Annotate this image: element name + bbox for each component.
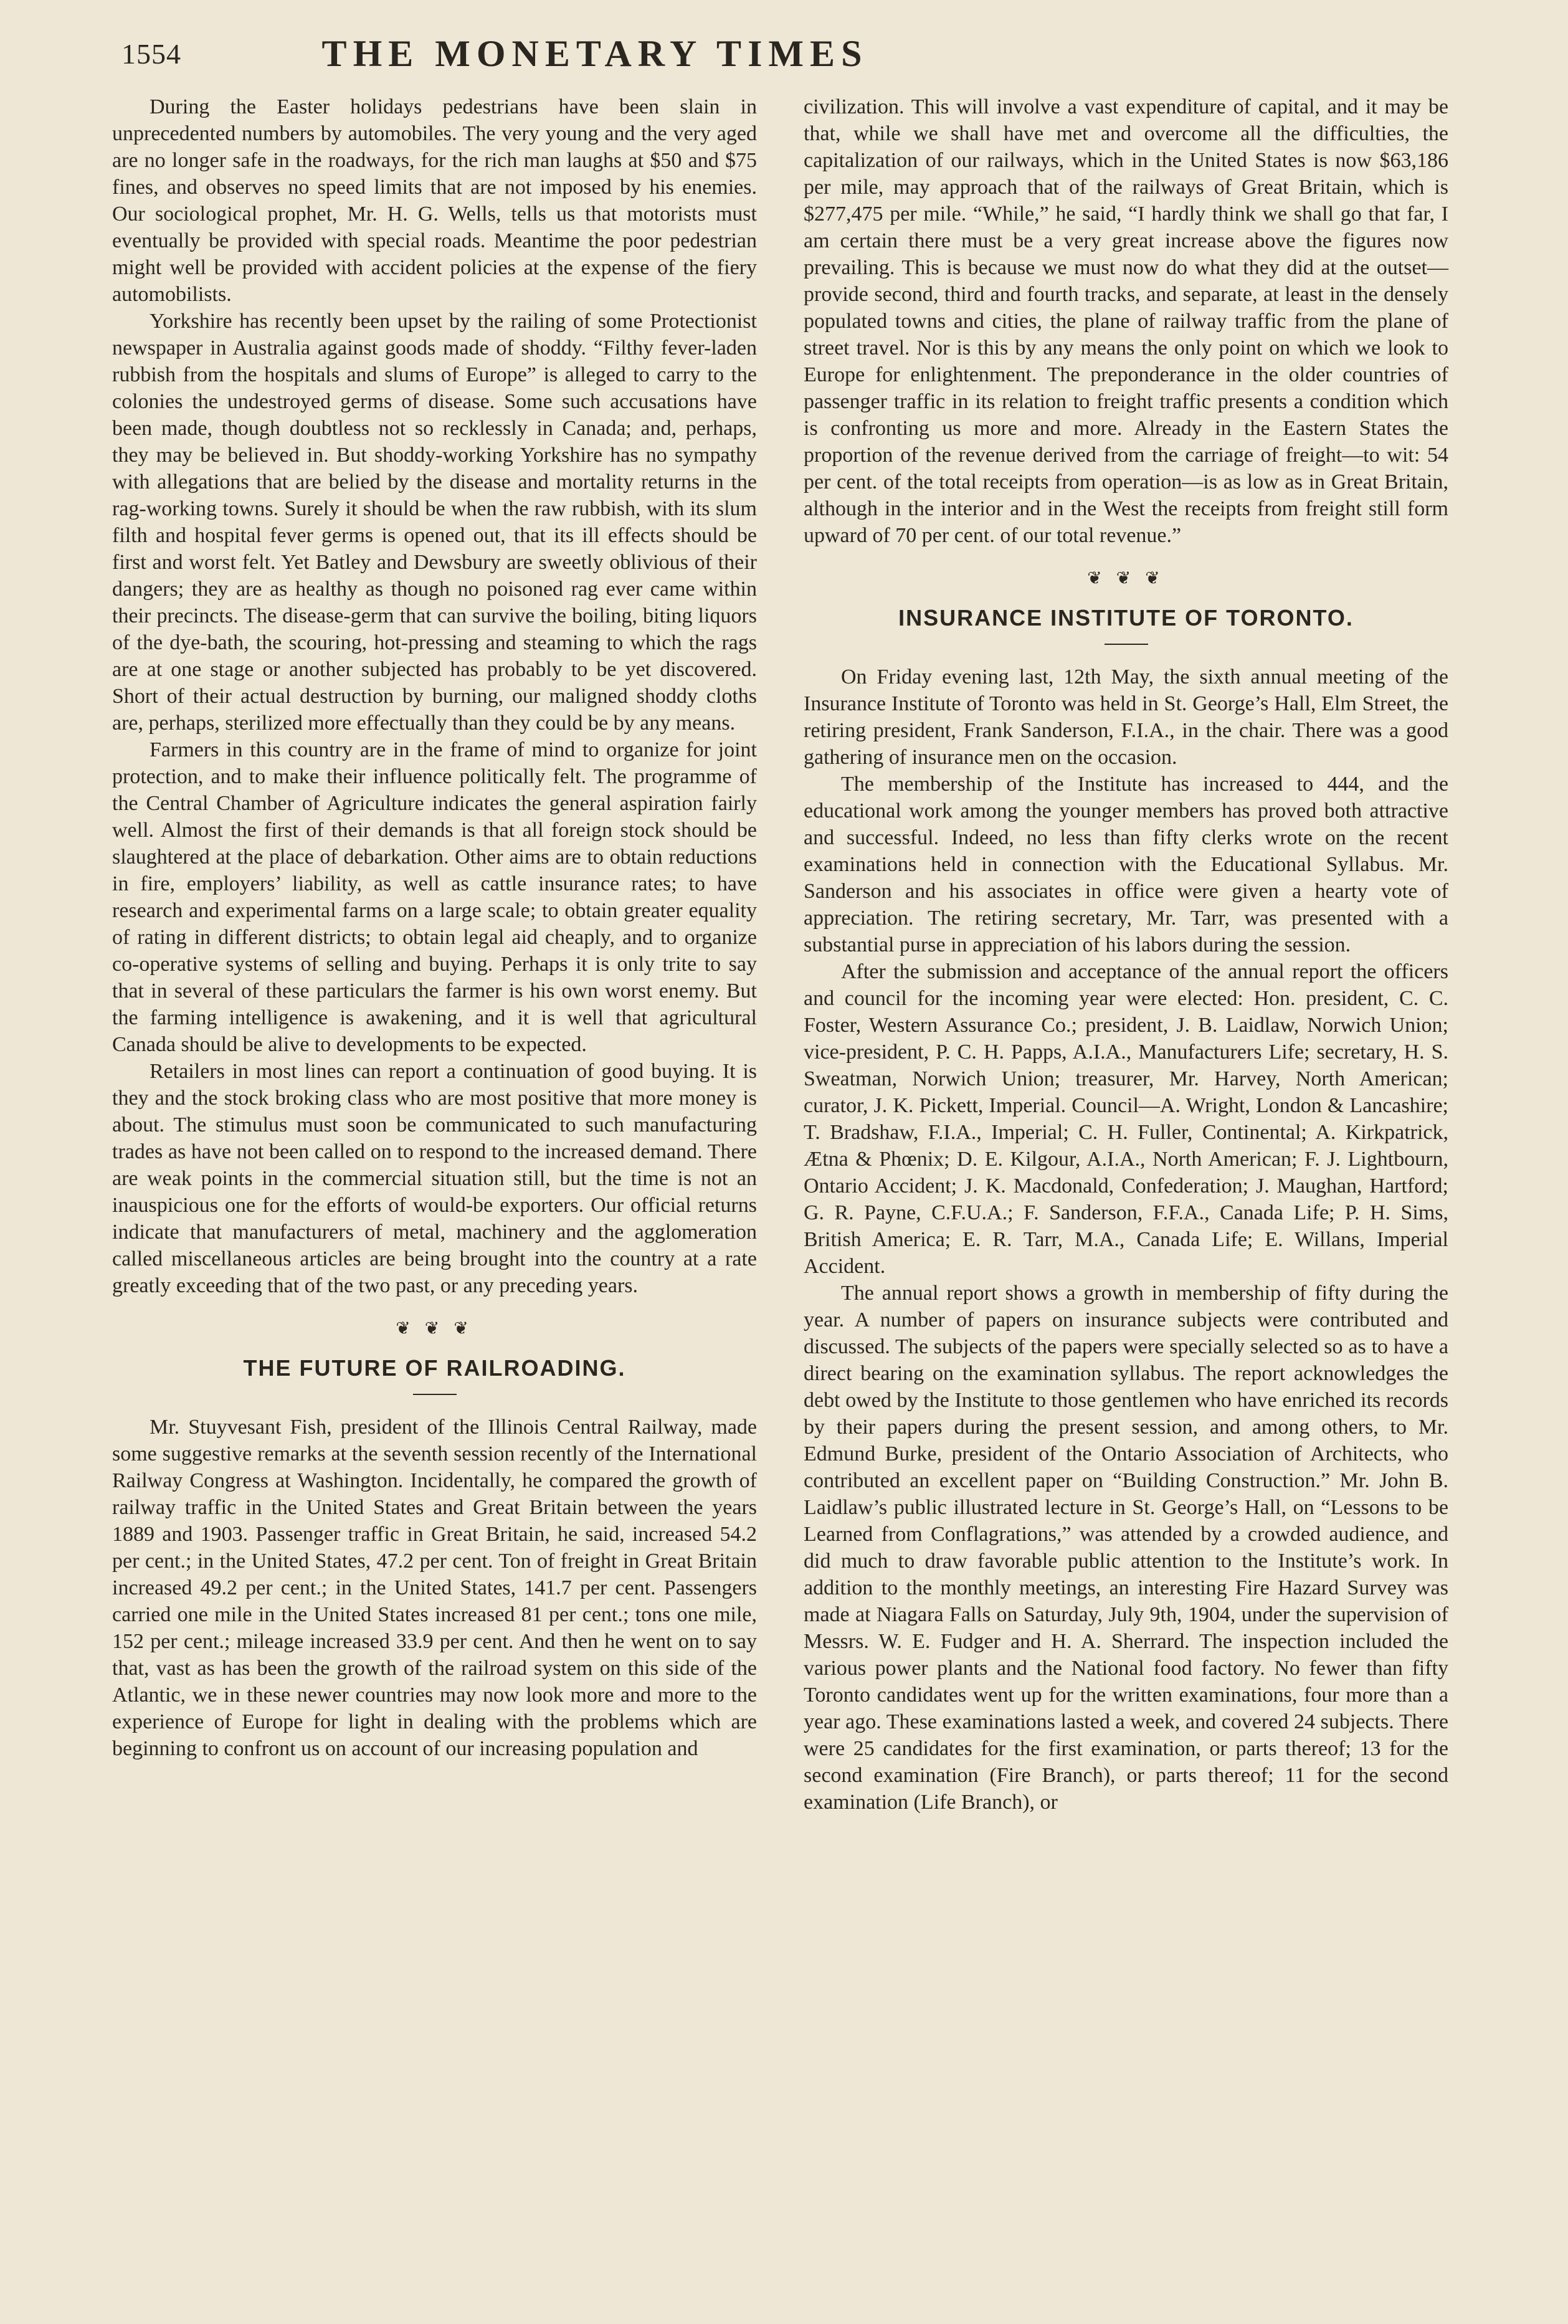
paragraph-shoddy: Yorkshire has recently been upset by the railing of some Protectionist newspaper in Australia against goods made of shoddy. “Filthy fever-laden rubbish from the hospitals and slums of Europe” is alleged to carry to the colonies the undestroyed germs of disease. Some such accusations have been made, though doubtless not so recklessly in Canada; and, perhaps, they may be believed in. But shoddy-working Yorkshire has no sympathy with allegations that are belied by the disease and mortality returns in the rag-working towns. Surely it should be when the raw rubbish, with its slum filth and hospital fever germs is opened out, that its ill effects should be first and worst felt. Yet Batley and Dewsbury are sweetly oblivious of their dangers; they are as healthy as though no poisoned rag ever came within their precincts. The disease-germ that can survive the boiling, biting liquors of the dye-bath, the scouring, hot-pressing and steaming to which the rags are at one stage or another subjected has probably to be yet discovered. Short of their actual destruction by burning, our maligned shoddy cloths are, perhaps, sterilized more effectually than they could be by any means. bbox=[112, 310, 757, 735]
article-heading-insurance: INSURANCE INSTITUTE OF TORONTO. bbox=[898, 605, 1354, 631]
paragraph-annual-meeting: On Friday evening last, 12th May, the sixth annual meeting of the Insurance Institute of Toronto was held in St. George’s Hall, Elm Street, the retiring president, Frank Sanderson, F.I.A., in the chair. There was a good gathering of insurance men on the occasion. bbox=[804, 665, 1448, 769]
heading-rule bbox=[413, 1394, 457, 1395]
right-column bbox=[804, 93, 1448, 1816]
left-column bbox=[112, 93, 757, 1762]
paragraph-farmers: Farmers in this country are in the frame of mind to organize for joint protection, and to make their influence politically felt. The programme of the Central Chamber of Agriculture indicates the general aspiration fairly well. Almost the first of their demands is that all foreign stock should be slaughtered at the place of debarkation. Other aims are to obtain reductions in fire, employers’ liability, as well as cattle insurance rates; to have research and experimental farms on a large scale; to obtain greater equality of rating in different districts; to obtain legal aid cheaply, and to organize co-operative systems of selling and buying. Perhaps it is only trite to say that in several of these particulars the farmer is his own worst enemy. But the farming intelligence is awakening, and it is well that agricultural Canada should be alive to developments to be expected. bbox=[112, 738, 757, 1056]
section-ornament: ❦ ❦ ❦ bbox=[1087, 569, 1165, 588]
page-number: 1554 bbox=[121, 38, 181, 70]
paragraph-annual-report: The annual report shows a growth in membership of fifty during the year. A number of papers on insurance subjects were contributed and discussed. The subjects of the papers were specially selected so as to have a direct bearing on the examination syllabus. The report acknowledges the debt owed by the Institute to those gentlemen who have enriched its records by their papers during the present session, and among others, to Mr. Edmund Burke, president of the Ontario Association of Architects, who contributed an excellent paper on “Building Construction.” Mr. John B. Laidlaw’s public illustrated lecture in St. George’s Hall, on “Lessons to be Learned from Conflagrations,” was attended by a crowded audience, and did much to draw favorable public attention to the Institute’s work. In addition to the monthly meetings, an interesting Fire Hazard Survey was made at Niagara Falls on Saturday, July 9th, 1904, under the supervision of Messrs. W. E. Fudger and H. A. Sherrard. The inspection included the various power plants and the National food factory. No fewer than fifty Toronto candidates went up for the written examinations, four more than a year ago. These examinations lasted a week, and covered 24 subjects. There were 25 candidates for the first examination, or parts thereof; 13 for the second examination (Fire Branch), or parts thereof; 11 for the second examination (Life Branch), or bbox=[804, 1282, 1448, 1814]
heading-rule bbox=[1105, 644, 1148, 645]
section-ornament: ❦ ❦ ❦ bbox=[396, 1319, 473, 1338]
paragraph-retailers: Retailers in most lines can report a continuation of good buying. It is they and the stock broking class who are most positive that more money is about. The stimulus must soon be communicated to such manufacturing trades as have not been called on to respond to the increased demand. There are weak points in the commercial situation still, but the time is not an inauspicious one for the efforts of would-be exporters. Our official returns indicate that manufacturers of metal, machinery and the agglomeration called miscellaneous articles are being brought into the country at a rate greatly exceeding that of the two past, or any preceding years. bbox=[112, 1060, 757, 1297]
paragraph-membership: The membership of the Institute has increased to 444, and the educational work among the younger members has proved both attractive and successful. Indeed, no less than fifty clerks wrote on the recent examinations held in connection with the Educational Syllabus. Mr. Sanderson and his associates in office were given a hearty vote of appreciation. The retiring secretary, Mr. Tarr, was presented with a substantial purse in appreciation of his labors during the session. bbox=[804, 773, 1448, 956]
paragraph-officers: After the submission and acceptance of the annual report the officers and council for the incoming year were elected: Hon. president, C. C. Foster, Western Assurance Co.; president, J. B. Laidlaw, Norwich Union; vice-president, P. C. H. Papps, A.I.A., Manufacturers Life; secretary, H. S. Sweatman, Norwich Union; treasurer, Mr. Harvey, North American; curator, J. K. Pickett, Imperial. Council—A. Wright, London & Lancashire; T. Bradshaw, F.I.A., Imperial; C. H. Fuller, Continental; A. Kirkpatrick, Ætna & Phœnix; D. E. Kilgour, A.I.A., North American; F. J. Lightbourn, Ontario Accident; J. K. Macdonald, Confederation; J. Maughan, Hartford; G. R. Payne, C.F.U.A.; F. Sanderson, F.F.A., Canada Life; P. H. Sims, British America; E. R. Tarr, M.A., Canada Life; E. Willans, Imperial Accident. bbox=[804, 960, 1448, 1278]
paragraph-railroading-continued: civilization. This will involve a vast expenditure of capital, and it may be that, while we shall have met and overcome all the difficulties, the capitalization of our railways, which in the United States is now $63,186 per mile, may approach that of the railways of Great Britain, which is $277,475 per mile. “While,” he said, “I hardly think we shall go that far, I am certain there must be a very great increase above the figures now prevailing. This is because we must now do what they did at the outset—provide second, third and fourth tracks, and separate, at least in the densely populated towns and cities, the plane of railway traffic from the plane of street travel. Nor is this by any means the only point on which we look to Europe for enlightenment. The preponderance in the older countries of passenger traffic in its relation to freight traffic presents a condition which is confronting us more and more. Already in the Eastern States the proportion of the revenue derived from the carriage of freight—to wit: 54 per cent. of the total receipts from operation—is as low as in Great Britain, although in the interior and in the West the receipts from freight still form upward of 70 per cent. of our total revenue.” bbox=[804, 95, 1448, 547]
article-heading-railroading: THE FUTURE OF RAILROADING. bbox=[243, 1355, 626, 1381]
page-header bbox=[121, 32, 1068, 82]
paragraph-railroading: Mr. Stuyvesant Fish, president of the Illinois Central Railway, made some suggestive remarks at the seventh session recently of the International Railway Congress at Washington. Incidentally, he compared the growth of railway traffic in the United States and Great Britain between the years 1889 and 1903. Passenger traffic in Great Britain, he said, increased 54.2 per cent.; in the United States, 47.2 per cent. Ton of freight in Great Britain increased 49.2 per cent.; in the United States, 141.7 per cent. Passengers carried one mile in the United States increased 81 per cent.; tons one mile, 152 per cent.; mileage increased 33.9 per cent. And then he went on to say that, vast as has been the growth of the railroad system on this side of the Atlantic, we in these newer countries may now look more and more to the experience of Europe for light in dealing with the problems which are beginning to confront us on account of our increasing population and bbox=[112, 1416, 757, 1760]
masthead-title: THE MONETARY TIMES bbox=[321, 33, 868, 74]
paragraph-automobiles: During the Easter holidays pedestrians have been slain in unprecedented numbers by automobiles. The very young and the very aged are no longer safe in the roadways, for the rich man laughs at $50 and $75 fines, and observes no speed limits that are not imposed by his enemies. Our sociological prophet, Mr. H. G. Wells, tells us that motorists must eventually be provided with special roads. Meantime the poor pedestrian might well be provided with accident policies at the expense of the fiery automobilists. bbox=[112, 95, 757, 306]
